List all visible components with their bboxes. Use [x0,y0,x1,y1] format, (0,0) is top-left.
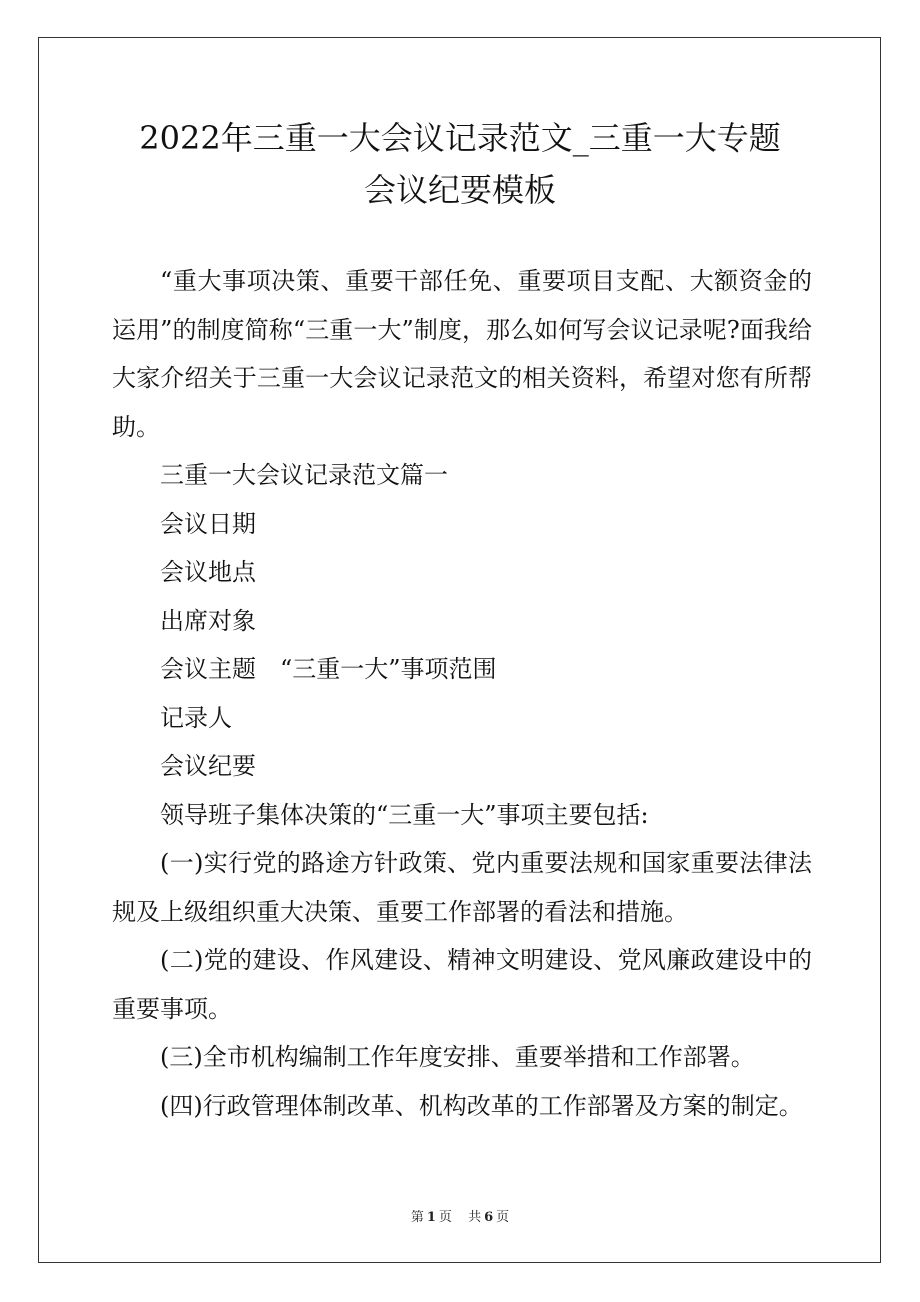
list-item: (三)全市机构编制工作年度安排、重要举措和工作部署。 [160,1043,755,1071]
list-item: (四)行政管理体制改革、机构改革的工作部署及方案的制定。 [160,1091,803,1120]
field-attendees: 出席对象 [160,606,256,635]
field-meeting-topic: 会议主题 “三重一大”事项范围 [160,655,497,683]
intro-paragraph: “重大事项决策、重要干部任免、重要项目支配、大额资金的运用”的制度简称“三重一大”制度，那么如何写会议记录呢?面我给大家介绍关于三重一大会议记录范文的相关资料，希望对您有所帮助。 [112,267,812,441]
total-count: 6 [484,1210,494,1225]
section-heading: 三重一大会议记录范文篇一 [160,461,448,489]
page-footer [0,1206,920,1225]
list-item: (一)实行党的路途方针政策、党内重要法规和国家重要法律法规及上级组织重大决策、重要工作部署的看法和措施。 [112,849,812,926]
page-total [465,1210,512,1225]
field-meeting-summary: 会议纪要 [160,752,256,780]
lead-sentence: 领导班子集体决策的“三重一大”事项主要包括: [160,800,649,829]
total-label: 共 [468,1210,482,1225]
list-item: (二)党的建设、作风建设、精神文明建设、党风廉政建设中的重要事项。 [112,946,812,1023]
page-label: 第 [410,1210,424,1225]
page-current: 1 [426,1210,436,1225]
field-meeting-date: 会议日期 [160,509,256,538]
document-body [112,257,812,1130]
total-unit: 页 [496,1210,510,1225]
title-line-1: 2022年三重一大会议记录范文_三重一大专题 [139,119,781,157]
document-title [60,112,860,216]
page-unit: 页 [438,1210,452,1225]
field-recorder: 记录人 [160,703,232,732]
field-meeting-place: 会议地点 [160,558,256,586]
page-number [408,1210,455,1225]
title-line-2: 会议纪要模板 [363,171,556,209]
